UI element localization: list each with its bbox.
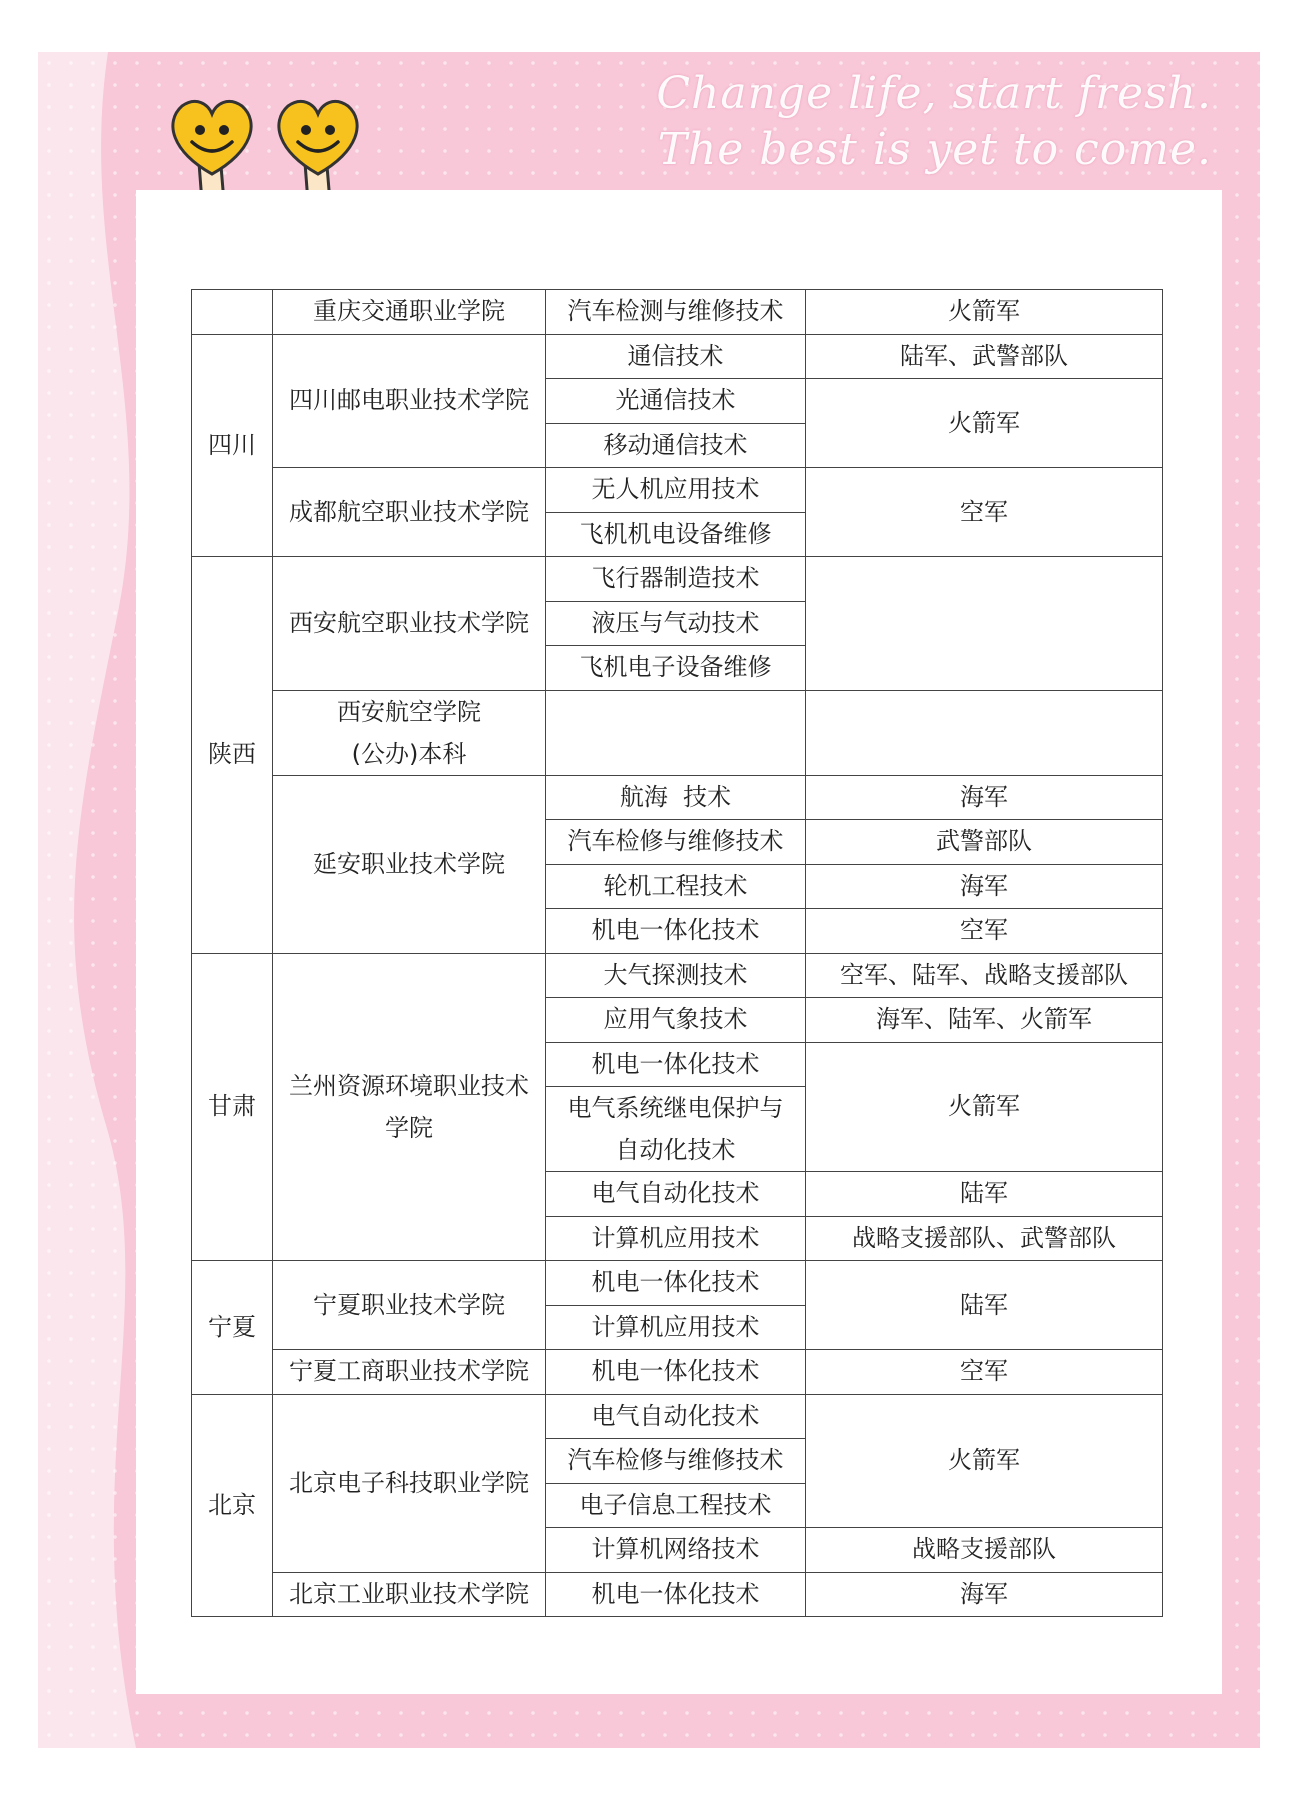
major-cell: 机电一体化技术 [546,1350,806,1395]
branch-cell: 海军 [806,1572,1163,1617]
school-cell: 西安航空职业技术学院 [273,557,546,691]
table-row [192,468,1163,513]
school-line: 西安航空学院 [337,697,481,726]
province-cell: 甘肃 [192,953,273,1261]
slogan-line-2: The best is yet to come. [657,124,1212,175]
major-cell: 汽车检测与维修技术 [546,290,806,335]
major-cell: 电气自动化技术 [546,1394,806,1439]
school-cell: 四川邮电职业技术学院 [273,334,546,468]
table-row [192,1350,1163,1395]
major-cell: 大气探测技术 [546,953,806,998]
table-row [192,290,1163,335]
major-cell: 电气自动化技术 [546,1172,806,1217]
table-row [192,1572,1163,1617]
branch-cell: 空军 [806,1350,1163,1395]
province-cell: 四川 [192,334,273,557]
major-line: 自动化技术 [615,1136,736,1164]
school-cell: 宁夏职业技术学院 [273,1261,546,1350]
school-line: 兰州资源环境职业技术 [289,1071,529,1100]
branch-cell: 陆军 [806,1261,1163,1350]
branch-cell: 海军 [806,864,1163,909]
major-cell: 机电一体化技术 [546,909,806,954]
major-cell: 无人机应用技术 [546,468,806,513]
province-cell [192,290,273,335]
branch-cell: 战略支援部队、武警部队 [806,1216,1163,1261]
major-cell: 计算机应用技术 [546,1305,806,1350]
major-cell: 计算机应用技术 [546,1216,806,1261]
branch-cell: 火箭军 [806,1394,1163,1528]
school-cell: 北京工业职业技术学院 [273,1572,546,1617]
major-cell: 轮机工程技术 [546,864,806,909]
school-cell: 成都航空职业技术学院 [273,468,546,557]
branch-cell [806,557,1163,691]
major-cell: 移动通信技术 [546,423,806,468]
branch-cell: 空军 [806,909,1163,954]
province-cell: 北京 [192,1394,273,1617]
school-cell [273,690,546,775]
slogan [656,66,1212,178]
table-row [192,1261,1163,1306]
school-cell: 宁夏工商职业技术学院 [273,1350,546,1395]
major-cell: 应用气象技术 [546,998,806,1043]
branch-cell: 陆军 [806,1172,1163,1217]
table-row [192,557,1163,602]
school-cell [273,953,546,1261]
table-row [192,775,1163,820]
branch-cell: 火箭军 [806,1042,1163,1172]
major-line: 电气系统继电保护与 [567,1094,784,1122]
school-cell: 延安职业技术学院 [273,775,546,953]
table-row [192,334,1163,379]
province-cell: 陕西 [192,557,273,954]
branch-cell [806,690,1163,775]
major-cell: 汽车检修与维修技术 [546,1439,806,1484]
school-cell: 北京电子科技职业学院 [273,1394,546,1572]
major-cell: 机电一体化技术 [546,1042,806,1087]
major-cell: 光通信技术 [546,379,806,424]
major-cell: 机电一体化技术 [546,1572,806,1617]
smiley-heart-icon [268,92,368,202]
major-cell: 飞行器制造技术 [546,557,806,602]
major-cell: 飞机机电设备维修 [546,512,806,557]
branch-cell: 武警部队 [806,820,1163,865]
branch-cell: 空军 [806,468,1163,557]
school-major-table [191,289,1163,1617]
major-cell: 机电一体化技术 [546,1261,806,1306]
major-cell: 电子信息工程技术 [546,1483,806,1528]
table-row [192,1394,1163,1439]
table-row [192,953,1163,998]
major-cell: 计算机网络技术 [546,1528,806,1573]
branch-cell: 火箭军 [806,379,1163,468]
major-cell: 液压与气动技术 [546,601,806,646]
major-cell: 航海 技术 [546,775,806,820]
branch-cell: 海军 [806,775,1163,820]
major-cell [546,690,806,775]
major-cell: 汽车检修与维修技术 [546,820,806,865]
branch-cell: 火箭军 [806,290,1163,335]
major-cell: 通信技术 [546,334,806,379]
branch-cell: 海军、陆军、火箭军 [806,998,1163,1043]
school-line: (公办)本科 [351,739,467,768]
major-cell: 飞机电子设备维修 [546,646,806,691]
smiley-heart-icon [162,92,262,202]
slogan-line-1: Change life, start fresh. [656,68,1212,119]
branch-cell: 陆军、武警部队 [806,334,1163,379]
school-cell: 重庆交通职业学院 [273,290,546,335]
branch-cell: 战略支援部队 [806,1528,1163,1573]
branch-cell: 空军、陆军、战略支援部队 [806,953,1163,998]
province-cell: 宁夏 [192,1261,273,1395]
major-cell [546,1087,806,1172]
school-line: 学院 [385,1113,433,1142]
